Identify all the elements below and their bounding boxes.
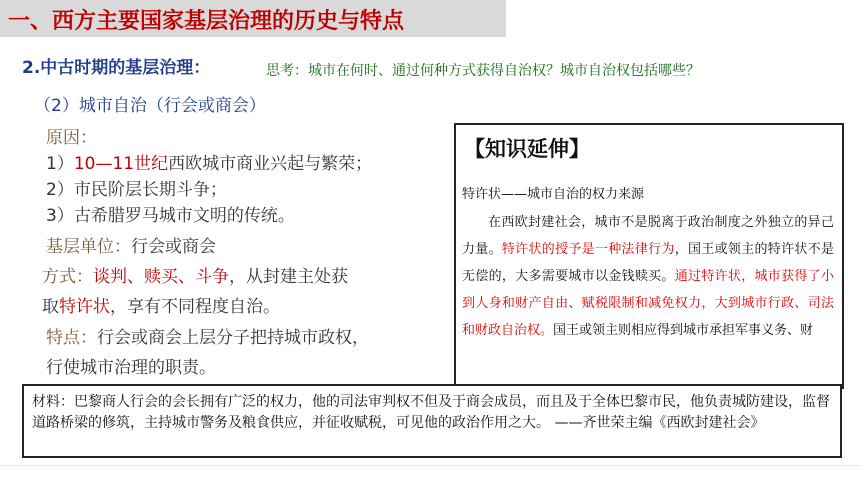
reason-2 [46,175,227,200]
reason-1 [46,149,372,174]
title-bar [0,0,506,37]
reason-1-text: 西欧城市商业兴起与繁荣； [168,154,373,174]
extension-subtitle: 特许状——城市自治的权力来源 [462,187,645,202]
charter-keyword: 特许状 [59,297,110,317]
extension-text-2: ，国王或领主的特许状不是无偿的，大多需要城市以金钱赎买。 [462,242,834,284]
knowledge-extension-box [454,123,844,389]
slide-title: 一、西方主要国家基层治理的历史与特点 [8,9,405,34]
feature-line-2: 行使城市治理的职责。 [46,358,216,378]
method-line-2 [42,292,280,317]
section-heading: 2.中古时期的基层治理： [22,58,211,78]
method-label: 方式： [42,267,93,287]
feature-label: 特点： [46,328,97,348]
subsection-heading: （2）城市自治（行会或商会） [34,96,266,116]
unit-text: 行会或商会 [131,237,216,257]
feature-line-1 [46,323,369,348]
bottom-divider [0,465,860,466]
reason-label: 原因： [46,128,97,148]
think-question: 思考：城市在何时、通过何种方式获得自治权？城市自治权包括哪些？ [266,63,700,79]
method-keywords: 谈判、赎买、斗争 [93,267,229,287]
method-line2-prefix: 取 [42,297,59,317]
unit-label: 基层单位： [46,237,131,257]
material-text: 材料：巴黎商人行会的会长拥有广泛的权力，他的司法审判权不但及于商会成员，而且及于全体巴黎市民，他负责城防建设，监督道路桥梁的修筑，主持城市警务及粮食供应，并征收赋税，可见他的政治作用之大。 ——齐世荣主编《西欧封建社会》 [32,394,830,431]
unit-line [46,232,216,257]
reason-2-num: 2） [46,180,74,200]
reason-1-num: 1） [46,154,74,174]
extension-highlight-1: 特许状的授予是一种法律行为 [501,242,675,257]
method-text: ，从封建主处获 [229,267,348,287]
extension-text-1: 在西欧封建社会，城市不是脱离于政治制度之外独立的异己力量。 [462,215,834,257]
reason-1-period: 10—11世纪 [73,154,169,174]
method-line2-text: ，享有不同程度自治。 [110,297,280,317]
material-box [22,384,842,458]
reason-3-num: 3） [46,206,74,226]
reason-3-text: 古希腊罗马城市文明的传统。 [73,206,295,226]
method-line-1 [42,262,348,287]
extension-highlight-2: 通过特许状，城市获得了小到人身和财产自由、赋税限制和减免权力，大到城市行政、司法和财政自治权。 [462,269,834,338]
extension-title: 【知识延伸】 [464,137,590,161]
extension-text-3: 国王或领主则相应得到城市承担军事义务、财 [553,323,814,338]
feature-text-1: 行会或商会上层分子把持城市政权， [97,328,369,348]
reason-2-text: 市民阶层长期斗争； [73,180,227,200]
extension-body [462,209,834,344]
reason-3 [46,201,295,226]
